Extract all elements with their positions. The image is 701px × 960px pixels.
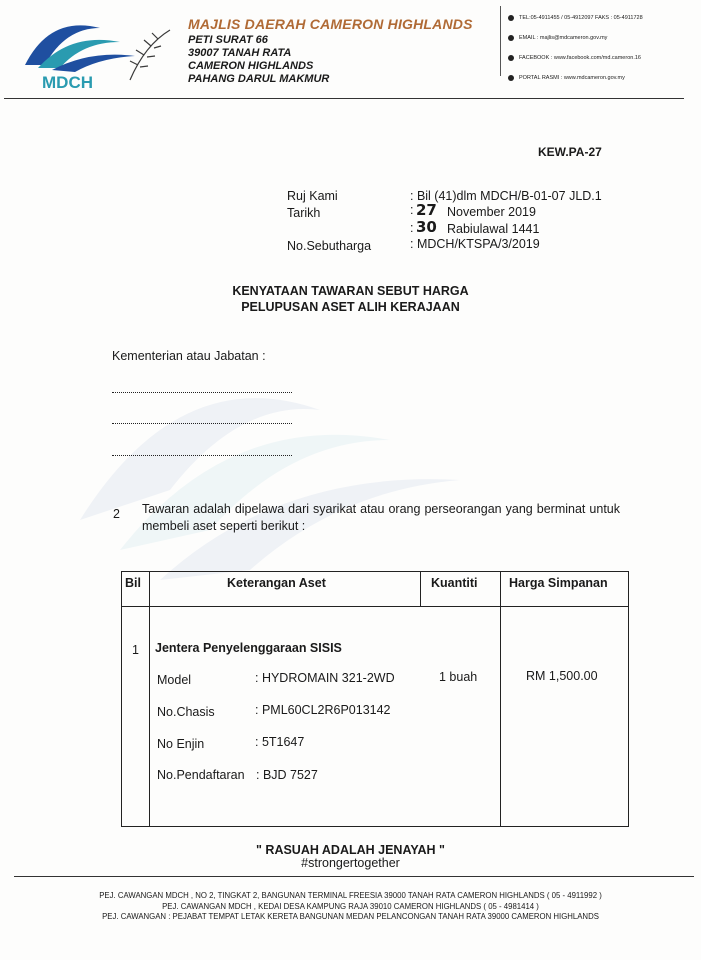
facebook-icon [508, 55, 514, 61]
contact-portal: PORTAL RASMI : www.mdcameron.gov.my [508, 68, 643, 88]
row-bil: 1 [132, 643, 139, 657]
mdch-logo [20, 10, 180, 95]
address-line: PAHANG DARUL MAKMUR [188, 73, 330, 85]
kementerian-label: Kementerian atau Jabatan : [112, 349, 266, 363]
kementerian-blank-line [112, 392, 292, 393]
table-column-divider [420, 572, 421, 606]
anti-corruption-slogan: " RASUAH ADALAH JENAYAH " [256, 843, 445, 857]
tarikh-day-handwritten: 27 [416, 201, 437, 219]
detail-value: : 5T1647 [255, 735, 305, 749]
asset-name: Jentera Penyelenggaraan SISIS [155, 641, 342, 655]
hashtag: #strongertogether [301, 856, 400, 870]
address-line: PETI SURAT 66 [188, 34, 268, 46]
paragraph-number: 2 [113, 507, 120, 521]
asset-table [121, 571, 629, 827]
table-column-divider [500, 572, 501, 826]
hijri-day-handwritten: 30 [416, 218, 437, 236]
detail-value: : BJD 7527 [256, 768, 318, 782]
row-harga: RM 1,500.00 [526, 669, 598, 683]
table-column-divider [149, 572, 150, 826]
table-header-rule [122, 606, 628, 607]
header-divider [500, 6, 501, 76]
phone-icon [508, 15, 514, 21]
hijri-value: Rabiulawal 1441 [447, 222, 540, 236]
header-keterangan: Keterangan Aset [227, 576, 326, 590]
header-harga: Harga Simpanan [509, 576, 608, 590]
hijri-colon: : [410, 221, 414, 235]
tarikh-label: Tarikh [287, 206, 321, 220]
contact-facebook: FACEBOOK : www.facebook.com/md.cameron.16 [508, 48, 643, 68]
document-title: KENYATAAN TAWARAN SEBUT HARGA [232, 284, 469, 298]
header-kuantiti: Kuantiti [431, 576, 478, 590]
email-icon [508, 35, 514, 41]
detail-label: No.Chasis [157, 705, 215, 719]
kementerian-blank-line [112, 455, 292, 456]
sebutharga-label: No.Sebutharga [287, 239, 372, 253]
detail-value: : HYDROMAIN 321-2WD [255, 671, 395, 685]
form-reference: KEW.PA-27 [538, 145, 602, 159]
sebutharga-value: : MDCH/KTSPA/3/2019 [410, 237, 540, 251]
header-bil: Bil [125, 576, 141, 590]
offer-paragraph: Tawaran adalah dipelawa dari syarikat atau orang perseorangan yang berminat untuk membeli aset seperti berikut : [142, 502, 620, 533]
contact-phone: TEL:05-4911455 / 05-4912097 FAKS : 05-4911728 [508, 8, 643, 28]
address-line: 39007 TANAH RATA [188, 47, 292, 59]
ruj-value: : Bil (41)dlm MDCH/B-01-07 JLD.1 [410, 189, 602, 203]
detail-label: Model [157, 673, 192, 687]
detail-label: No Enjin [157, 737, 205, 751]
council-address [188, 34, 329, 86]
logo-text: MDCH [42, 73, 93, 92]
detail-label: No.Pendaftaran [157, 768, 245, 782]
footer-address-line: PEJ. CAWANGAN MDCH , KEDAI DESA KAMPUNG RAJA 39010 CAMERON HIGHLANDS ( 05 - 4981414 ) [162, 902, 539, 911]
document-subtitle: PELUPUSAN ASET ALIH KERAJAAN [241, 300, 460, 314]
tarikh-colon: : [410, 203, 414, 217]
footer-address-line: PEJ. CAWANGAN : PEJABAT TEMPAT LETAK KERETA BANGUNAN MEDAN PELANCONGAN TANAH RATA 39000 CAMERON HIGHLANDS [102, 912, 599, 921]
row-kuantiti: 1 buah [439, 670, 478, 684]
kementerian-blank-line [112, 423, 292, 424]
ruj-label: Ruj Kami [287, 189, 338, 203]
contact-list [508, 8, 643, 88]
globe-icon [508, 75, 514, 81]
tarikh-value: November 2019 [447, 205, 536, 219]
header-rule [4, 98, 684, 99]
council-name: MAJLIS DAERAH CAMERON HIGHLANDS [188, 16, 473, 32]
detail-value: : PML60CL2R6P013142 [255, 703, 391, 717]
footer-rule [14, 876, 694, 877]
contact-email: EMAIL : majlis@mdcameron.gov.my [508, 28, 643, 48]
footer-address-line: PEJ. CAWANGAN MDCH , NO 2, TINGKAT 2, BANGUNAN TERMINAL FREESIA 39000 TANAH RATA CAMERON HIGHLANDS ( 05 - 4911992 ) [99, 891, 602, 900]
address-line: CAMERON HIGHLANDS [188, 60, 314, 72]
